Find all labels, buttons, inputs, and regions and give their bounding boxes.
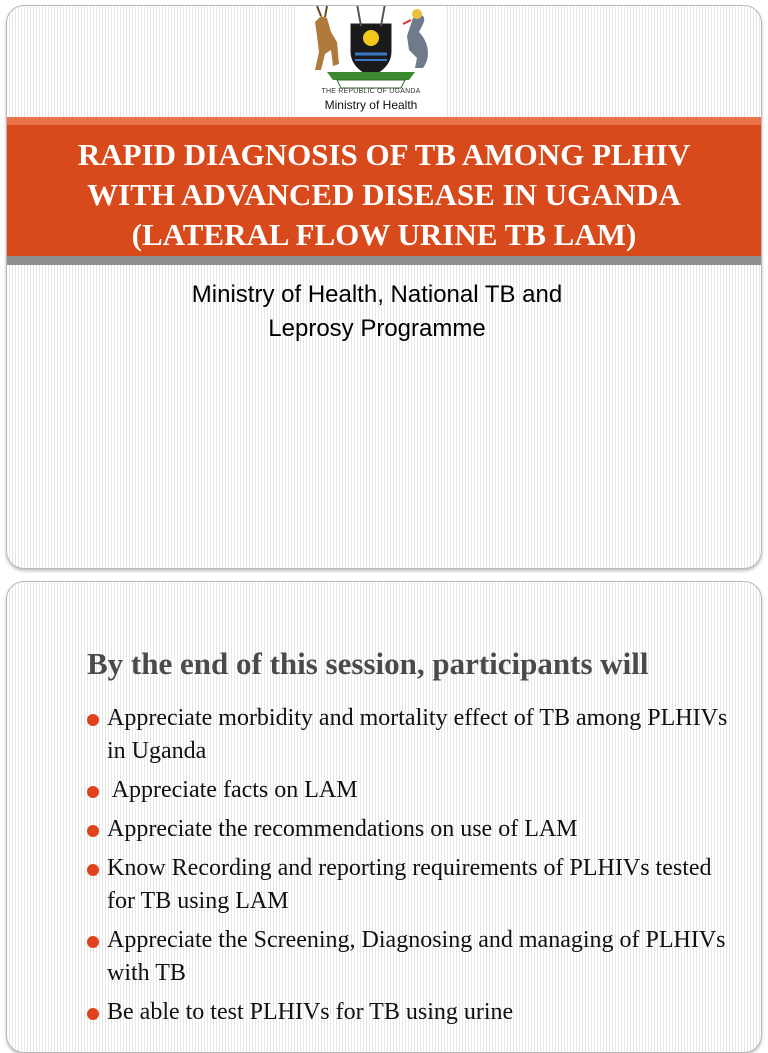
title-line: RAPID DIAGNOSIS OF TB AMONG PLHIV xyxy=(77,137,691,172)
bullet-dot-icon xyxy=(87,714,99,726)
list-item xyxy=(85,813,735,846)
bullet-dot-icon xyxy=(87,936,99,948)
objectives-list xyxy=(85,702,735,1035)
bullet-dot-icon xyxy=(87,786,99,798)
list-item-text: Be able to test PLHIVs for TB using urine xyxy=(107,999,514,1025)
list-item-text: Appreciate the recommendations on use of LAM xyxy=(107,816,578,842)
list-item-text: Appreciate the Screening, Diagnosing and managing of PLHIVs with TB xyxy=(107,927,726,986)
list-item xyxy=(85,996,735,1029)
coat-of-arms-logo xyxy=(297,5,445,122)
slide-subtitle xyxy=(67,278,687,346)
list-item xyxy=(85,924,735,990)
list-item-text: Appreciate facts on LAM xyxy=(107,777,358,803)
title-line: (LATERAL FLOW URINE TB LAM) xyxy=(131,217,637,252)
logo-caption-large: Ministry of Health xyxy=(324,98,418,112)
list-item xyxy=(85,852,735,918)
title-line: WITH ADVANCED DISEASE IN UGANDA xyxy=(87,177,681,212)
slide-heading: By the end of this session, participants will xyxy=(87,646,649,681)
logo-caption-small: THE REPUBLIC OF UGANDA xyxy=(321,88,421,95)
list-item-text: Know Recording and reporting requirements of PLHIVs tested for TB using LAM xyxy=(107,855,712,914)
bullet-dot-icon xyxy=(87,825,99,837)
list-item-text: Appreciate morbidity and mortality effect of TB among PLHIVs in Uganda xyxy=(107,705,728,764)
list-item xyxy=(85,774,735,807)
bullet-dot-icon xyxy=(87,1008,99,1020)
title-band xyxy=(7,117,761,256)
title-slide xyxy=(6,5,762,569)
bullet-dot-icon xyxy=(87,864,99,876)
subtitle-line: Ministry of Health, National TB and xyxy=(191,281,563,308)
list-item xyxy=(85,702,735,768)
title-band-shadow xyxy=(7,256,761,265)
uganda-coat-of-arms-icon xyxy=(297,5,445,92)
objectives-slide xyxy=(6,581,762,1053)
subtitle-line: Leprosy Programme xyxy=(268,315,486,342)
slide-title xyxy=(7,125,761,255)
